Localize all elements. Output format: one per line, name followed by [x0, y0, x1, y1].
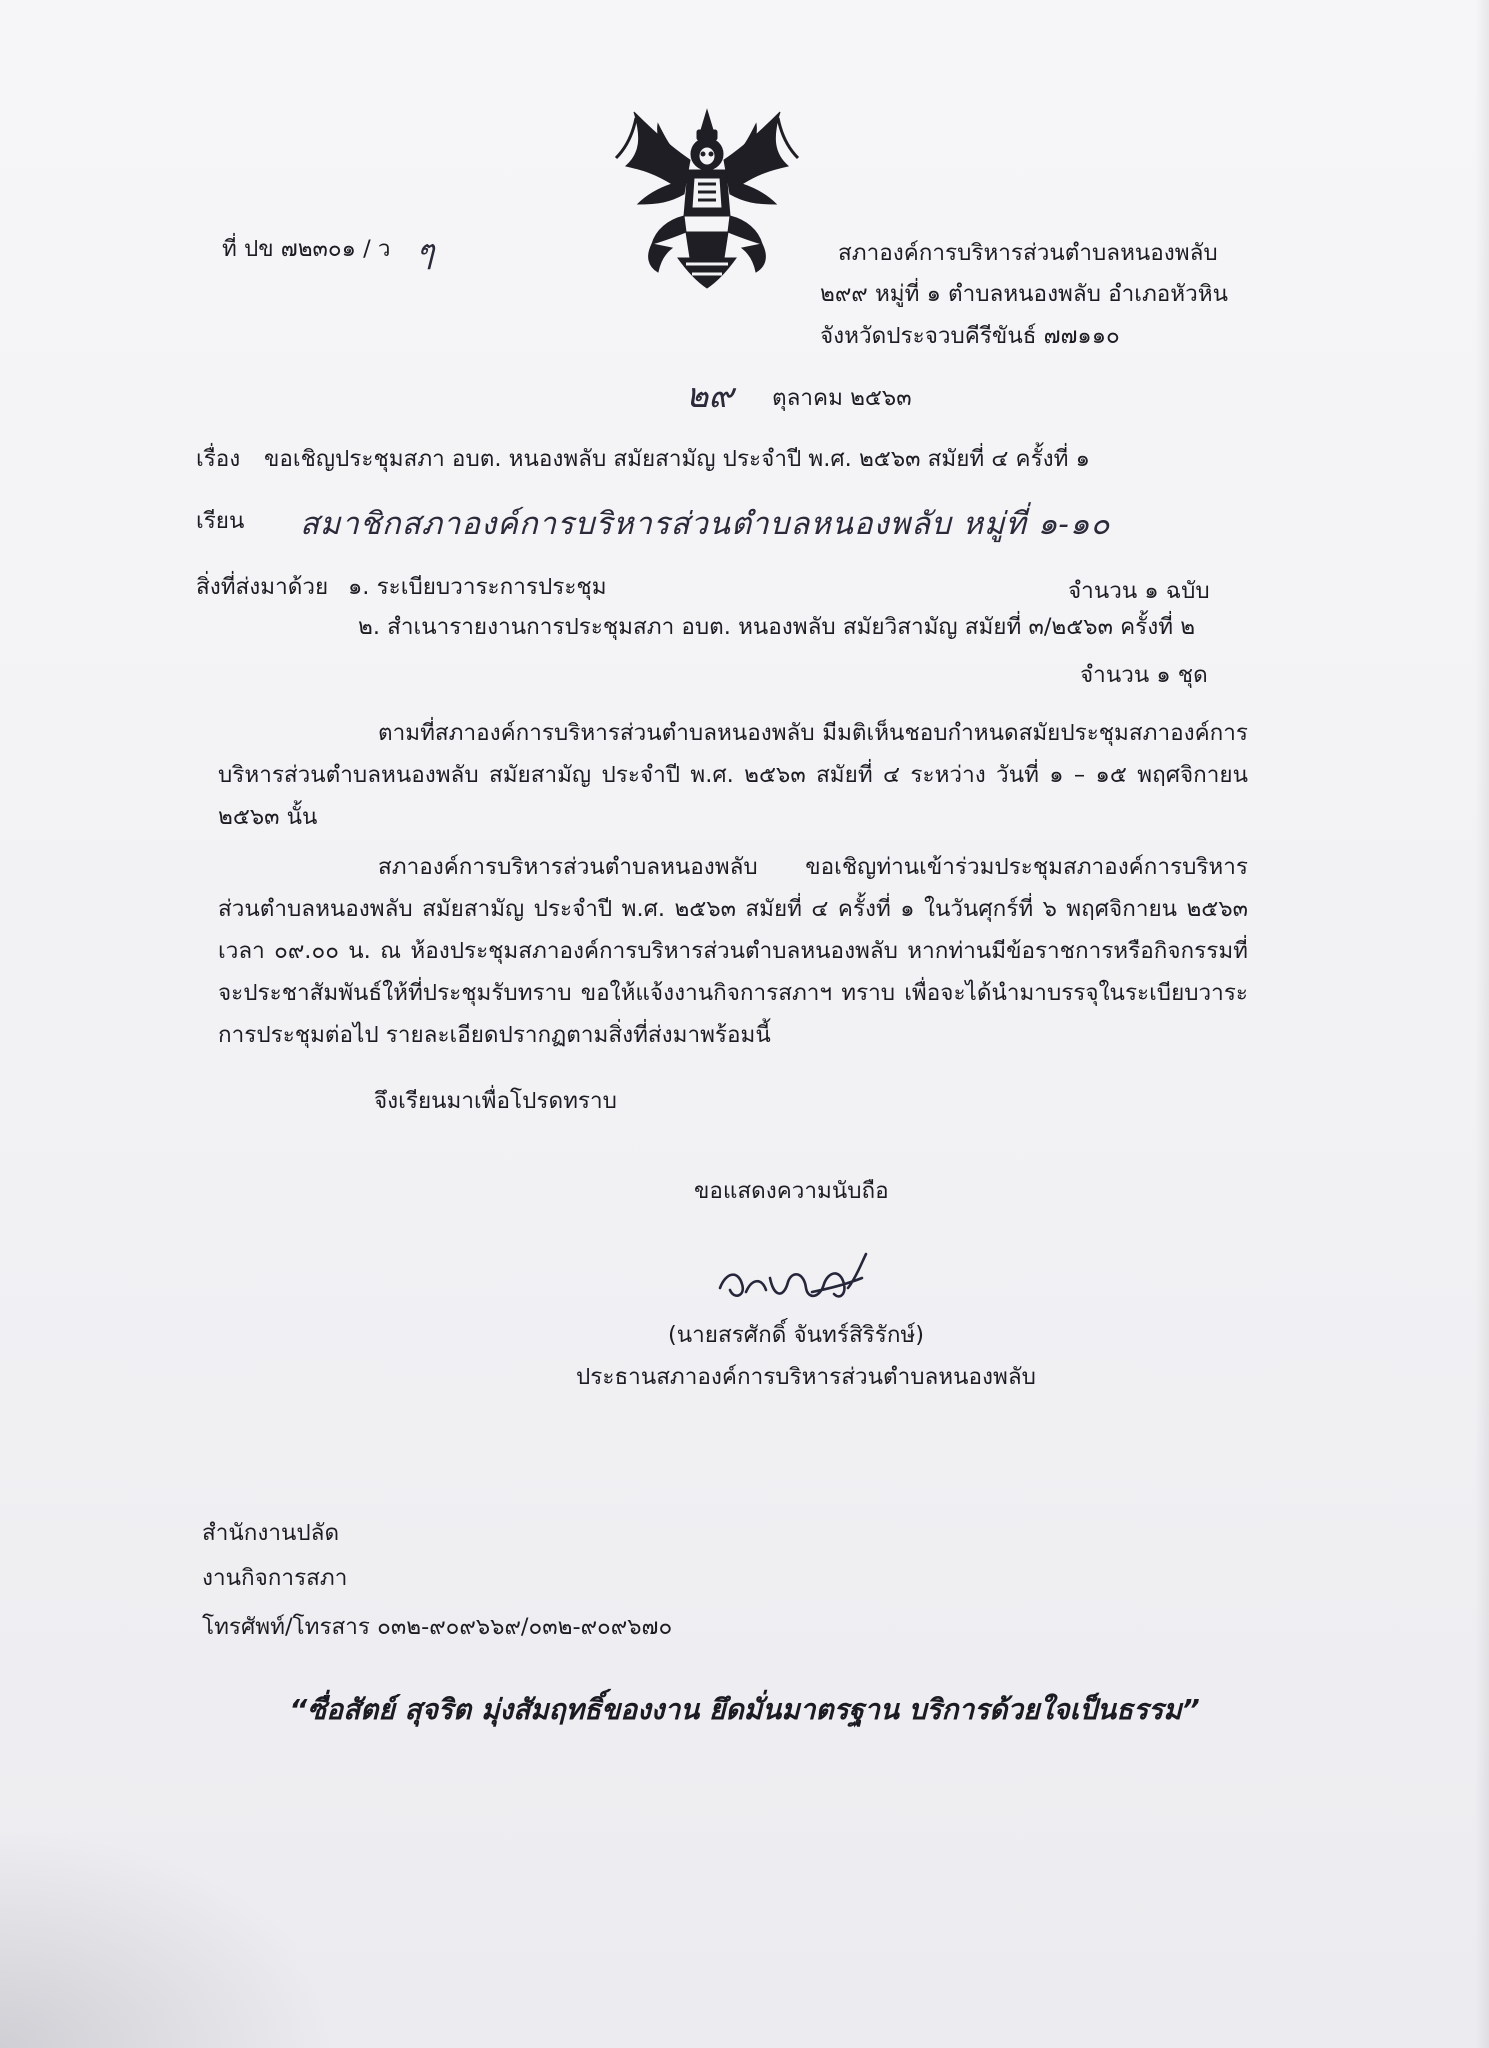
page-edge-shadow [1475, 0, 1489, 2048]
recipient-handwritten: สมาชิกสภาองค์การบริหารส่วนตำบลหนองพลับ หมู่ที่ ๑-๑๐ [300, 506, 1111, 542]
reference-handwritten: ๆ [416, 232, 435, 272]
org-name: สภาองค์การบริหารส่วนตำบลหนองพลับ [838, 240, 1218, 266]
signatory-position: ประธานสภาองค์การบริหารส่วนตำบลหนองพลับ [576, 1364, 1036, 1390]
footer-office: สำนักงานปลัด [202, 1520, 340, 1546]
org-address-line2: จังหวัดประจวบคีรีขันธ์ ๗๗๑๑๐ [820, 323, 1120, 349]
date-day-handwritten: ๒๙ [686, 376, 734, 416]
signatory-name: (นายสรศักดิ์ จันทร์สิริรักษ์) [668, 1322, 925, 1348]
enclosure-item-2-quantity: จำนวน ๑ ชุด [1080, 662, 1208, 688]
body-paragraph-1: ตามที่สภาองค์การบริหารส่วนตำบลหนองพลับ มีมติเห็นชอบกำหนดสมัยประชุมสภาองค์การบริหารส่วนตำบลหนองพลับ สมัยสามัญ ประจำปี พ.ศ. ๒๕๖๓ สมัยที่ ๔ ระหว่าง วันที่ ๑ – ๑๕ พฤศจิกายน ๒๕๖๓ นั้น [218, 720, 1248, 830]
enclosures-label: สิ่งที่ส่งมาด้วย [196, 574, 329, 600]
signature-image [712, 1248, 882, 1312]
regards-text: ขอแสดงความนับถือ [694, 1178, 889, 1204]
org-address-line1: ๒๙๙ หมู่ที่ ๑ ตำบลหนองพลับ อำเภอหัวหิน [820, 281, 1228, 307]
recipient-label: เรียน [196, 508, 245, 534]
closing-line: จึงเรียนมาเพื่อโปรดทราบ [374, 1088, 617, 1114]
subject-label: เรื่อง [196, 446, 241, 472]
footer-section: งานกิจการสภา [202, 1565, 348, 1591]
reference-number: ที่ ปข ๗๒๓๐๑ / ว [222, 236, 391, 262]
scan-shadow [0, 1828, 340, 2048]
footer-phone: โทรศัพท์/โทรสาร ๐๓๒-๙๐๙๖๖๙/๐๓๒-๙๐๙๖๗๐ [202, 1614, 673, 1640]
subject-text: ขอเชิญประชุมสภา อบต. หนองพลับ สมัยสามัญ ประจำปี พ.ศ. ๒๕๖๓ สมัยที่ ๔ ครั้งที่ ๑ [264, 446, 1090, 472]
motto-slogan: “ซื่อสัตย์ สุจริต มุ่งสัมฤทธิ์ของงาน ยึดมั่นมาตรฐาน บริการด้วยใจเป็นธรรม” [289, 1693, 1200, 1726]
garuda-emblem-icon [612, 108, 802, 290]
enclosure-item-1: ๑. ระเบียบวาระการประชุม [348, 574, 607, 600]
body-paragraph-2: สภาองค์การบริหารส่วนตำบลหนองพลับ ขอเชิญท่านเข้าร่วมประชุมสภาองค์การบริหารส่วนตำบลหนองพลับ สมัยสามัญ ประจำปี พ.ศ. ๒๕๖๓ สมัยที่ ๔ ครั้งที่ ๑ ในวันศุกร์ที่ ๖ พฤศจิกายน ๒๕๖๓ เวลา ๐๙.๐๐ น. ณ ห้องประชุมสภาองค์การบริหารส่วนตำบลหนองพลับ หากท่านมีข้อราชการหรือกิจกรรมที่จะประชาสัมพันธ์ให้ที่ประชุมรับทราบ ขอให้แจ้งงานกิจการสภาฯ ทราบ เพื่อจะได้นำมาบรรจุในระเบียบวาระการประชุมต่อไป รายละเอียดปรากฏตามสิ่งที่ส่งมาพร้อมนี้ [218, 854, 1248, 1048]
enclosure-item-1-quantity: จำนวน ๑ ฉบับ [1068, 578, 1210, 604]
enclosure-item-2: ๒. สำเนารายงานการประชุมสภา อบต. หนองพลับ สมัยวิสามัญ สมัยที่ ๓/๒๕๖๓ ครั้งที่ ๒ [358, 614, 1196, 640]
date-month-year: ตุลาคม ๒๕๖๓ [772, 385, 912, 411]
